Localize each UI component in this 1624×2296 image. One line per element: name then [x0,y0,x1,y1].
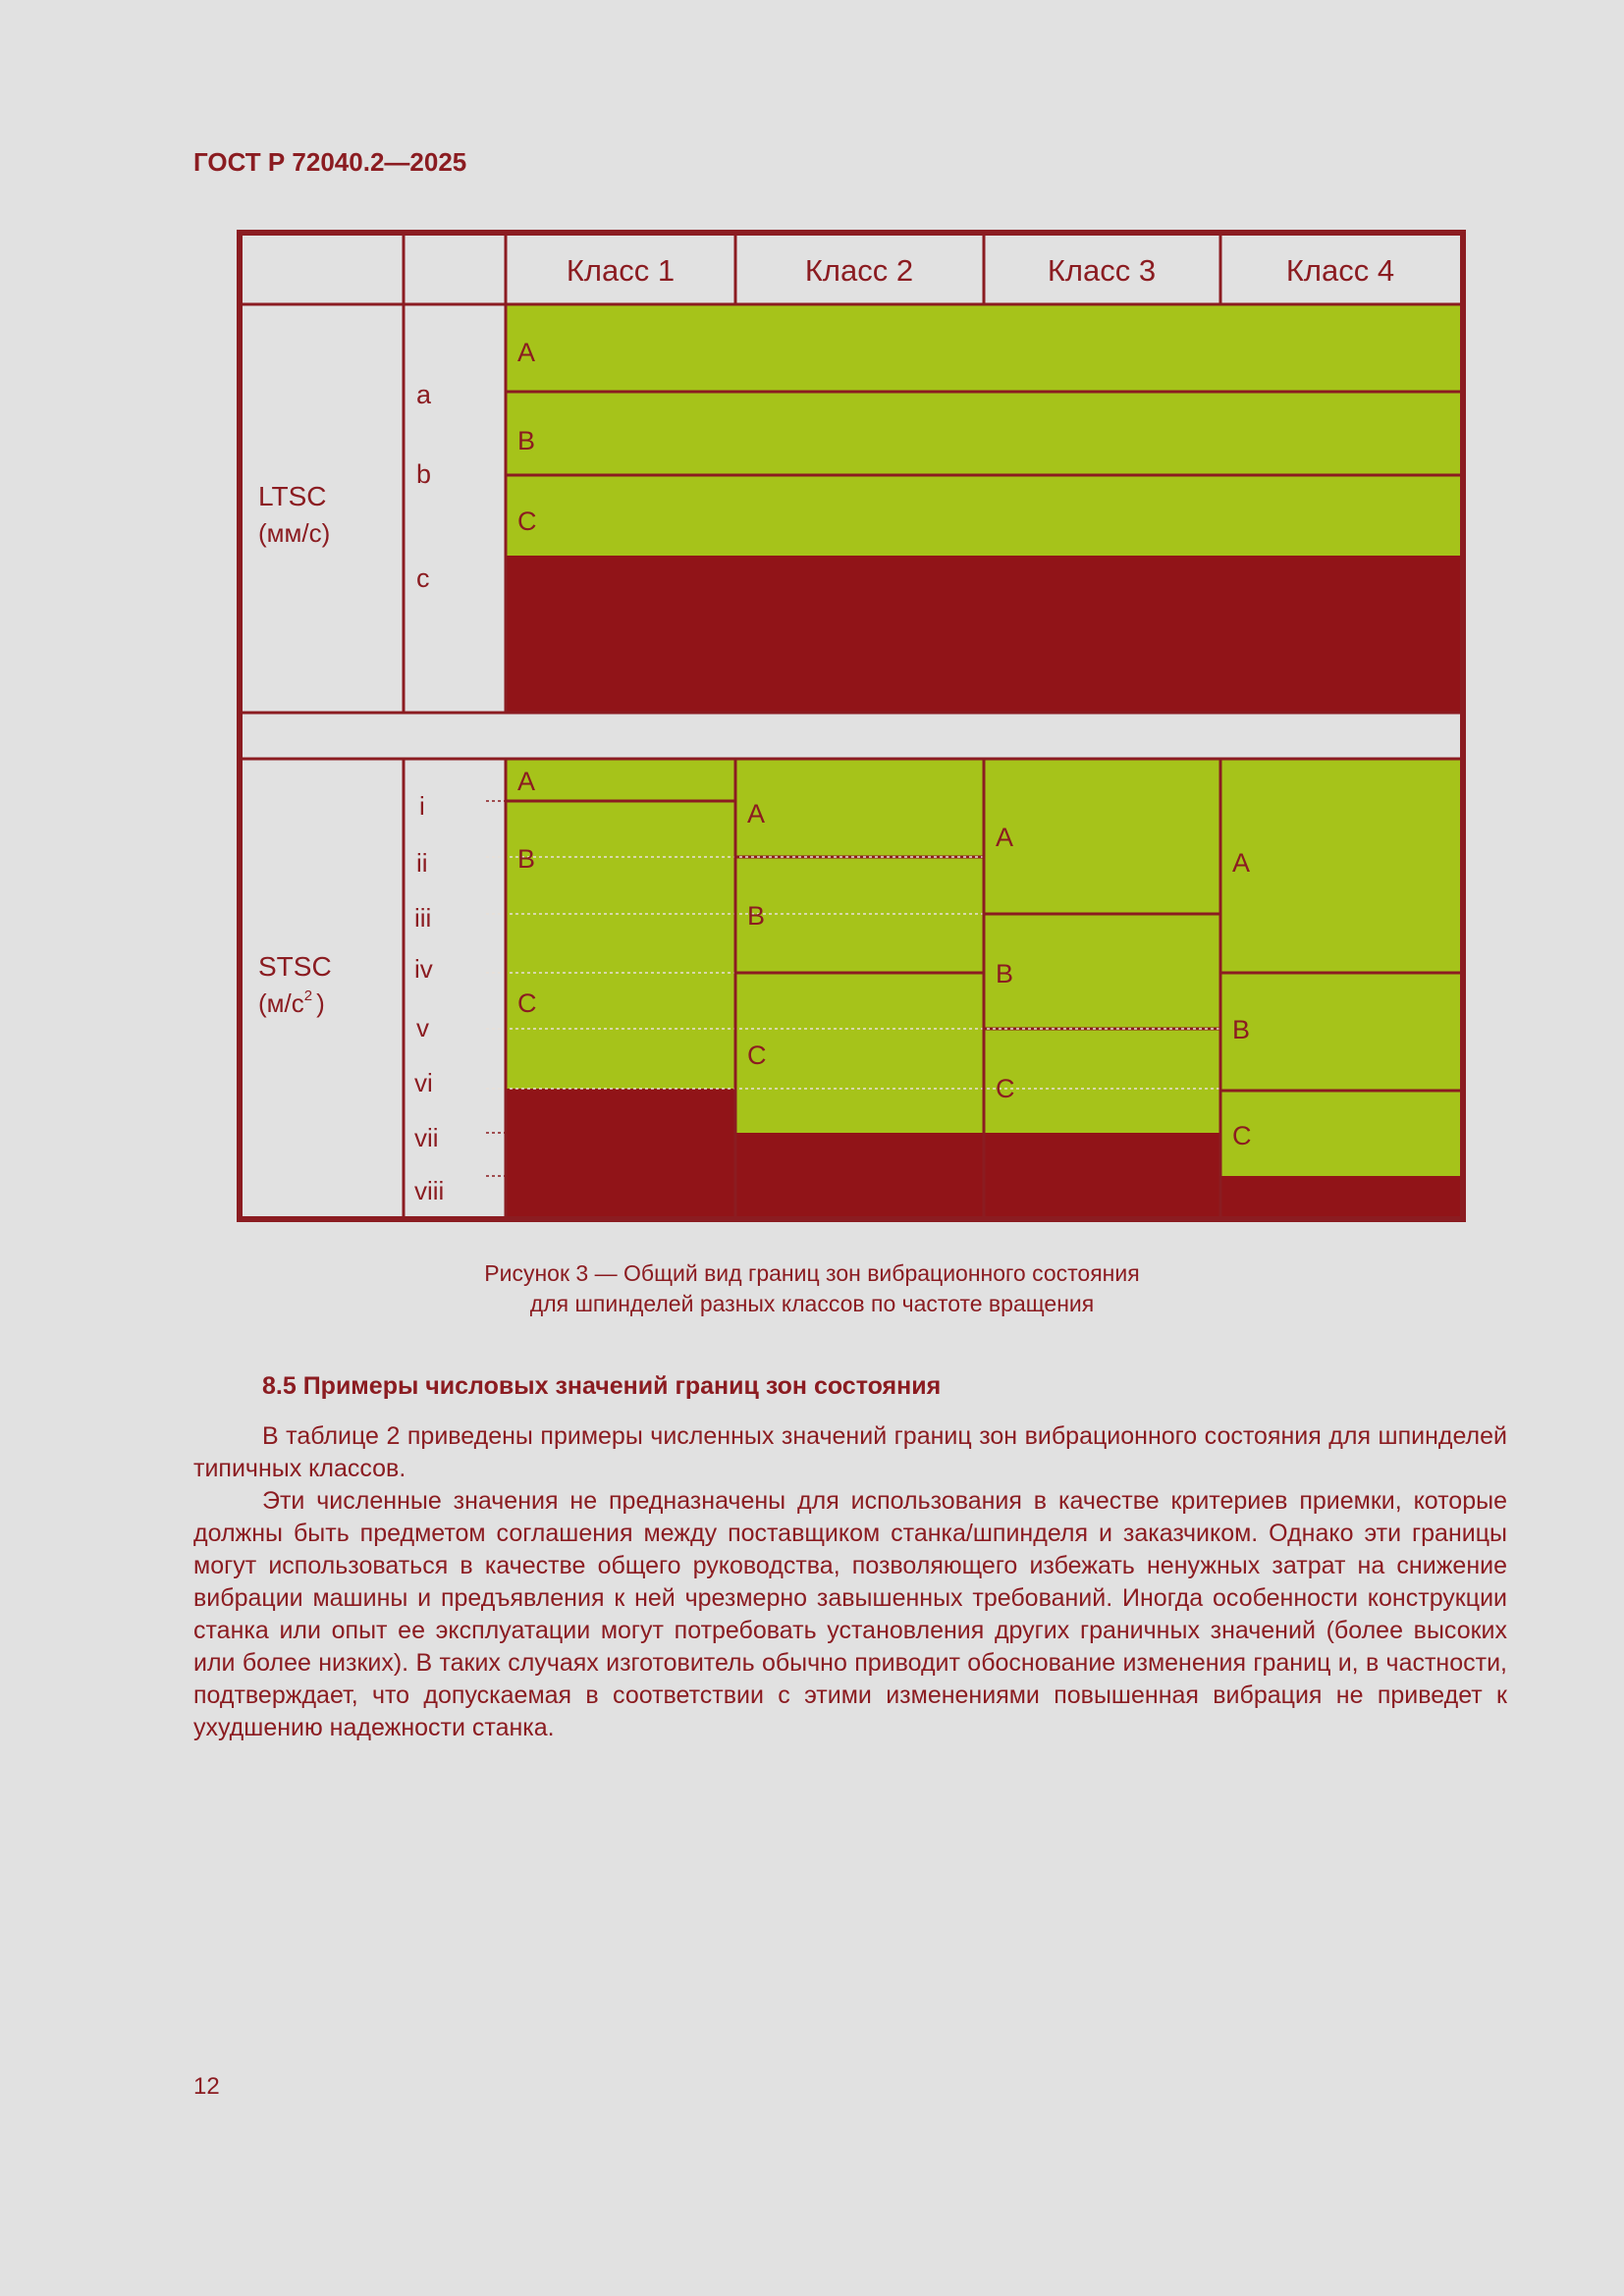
figure-caption-line-2: для шпинделей разных классов по частоте вращения [529,1291,1095,1316]
stsc-level-iii: iii [414,903,432,933]
stsc-c3-zone-b: B [996,959,1014,988]
section-heading: 8.5 Примеры числовых значений границ зон состояния [262,1372,942,1400]
stsc-level-i: i [419,791,425,821]
stsc-class3-danger [984,1133,1220,1219]
ltsc-danger-fill [506,556,1460,713]
ltsc-zone-fill [506,304,1460,556]
document-code: ГОСТ Р 72040.2—2025 [193,147,467,177]
stsc-c4-zone-a: A [1232,848,1251,878]
class-3-header: Класс 3 [1047,253,1157,288]
stsc-c3-zone-a: A [996,823,1014,852]
stsc-level-v: v [416,1013,429,1042]
stsc-c3-zone-c: C [996,1074,1015,1103]
stsc-class3-fill [984,759,1220,1133]
page-number: 12 [193,2073,220,2100]
ltsc-level-c: c [416,563,430,593]
ltsc-level-a: a [416,380,432,409]
stsc-c4-zone-b: B [1232,1015,1251,1044]
stsc-class1-fill [506,759,735,1089]
stsc-class4-fill [1220,759,1460,1176]
stsc-level-viii: viii [414,1176,445,1205]
vibration-zone-figure [237,230,1466,1222]
stsc-c1-zone-c: C [517,988,537,1018]
stsc-level-vii: vii [414,1123,439,1152]
paragraph-1: В таблице 2 приведены примеры численных значений границ зон вибрационного состояния для шпинделей типичных классов. [193,1422,1507,1482]
stsc-class1-danger [506,1089,735,1219]
stsc-level-vi: vi [414,1068,433,1097]
stsc-c1-zone-b: B [517,844,536,874]
stsc-c2-zone-b: B [747,901,766,931]
stsc-label: STSC [258,951,332,982]
stsc-c2-zone-a: A [747,799,766,828]
ltsc-zone-a: A [517,338,536,367]
stsc-class2-danger [735,1133,984,1219]
stsc-level-ii: ii [416,848,428,878]
stsc-unit: ($м/с^2$ ) [258,988,325,1018]
class-4-header: Класс 4 [1285,253,1395,288]
ltsc-zone-b: B [517,426,536,455]
stsc-class4-danger [1220,1176,1460,1219]
ltsc-unit: (мм/с) [258,518,331,548]
stsc-level-iv: iv [414,954,433,984]
stsc-c1-zone-a: A [517,767,536,796]
body-text [193,1420,1507,1744]
figure-caption-line-1: Рисунок 3 — Общий вид границ зон вибрационного состояния [484,1260,1140,1286]
paragraph-2: Эти численные значения не предназначены для использования в качестве критериев приемки, которые должны быть предметом соглашения между поставщиком станка/шпинделя и заказчиком. Однако эти границы могут использоваться в качестве общего руководства, позволяющего избежать ненужных затрат на снижение вибрации машины и предъявления к ней чрезмерно завышенных требований. Иногда особенности конструкции станка или опыт ее эксплуатации могут потребовать установления других граничных значений (более высоких или более низких). В таких случаях изготовитель обычно приводит обоснование изменения границ и, в частности, подтверждает, что допускаемая в соответствии с этими изменениями повышенная вибрация не приведет к ухудшению надежности станка. [193,1487,1507,1741]
class-1-header: Класс 1 [566,253,676,288]
class-2-header: Класс 2 [804,253,914,288]
stsc-c4-zone-c: C [1232,1121,1252,1150]
stsc-class2-fill [735,759,984,1133]
ltsc-level-b: b [416,459,432,489]
ltsc-label: LTSC [258,481,327,511]
stsc-c2-zone-c: C [747,1041,767,1070]
ltsc-zone-c: C [517,507,537,536]
